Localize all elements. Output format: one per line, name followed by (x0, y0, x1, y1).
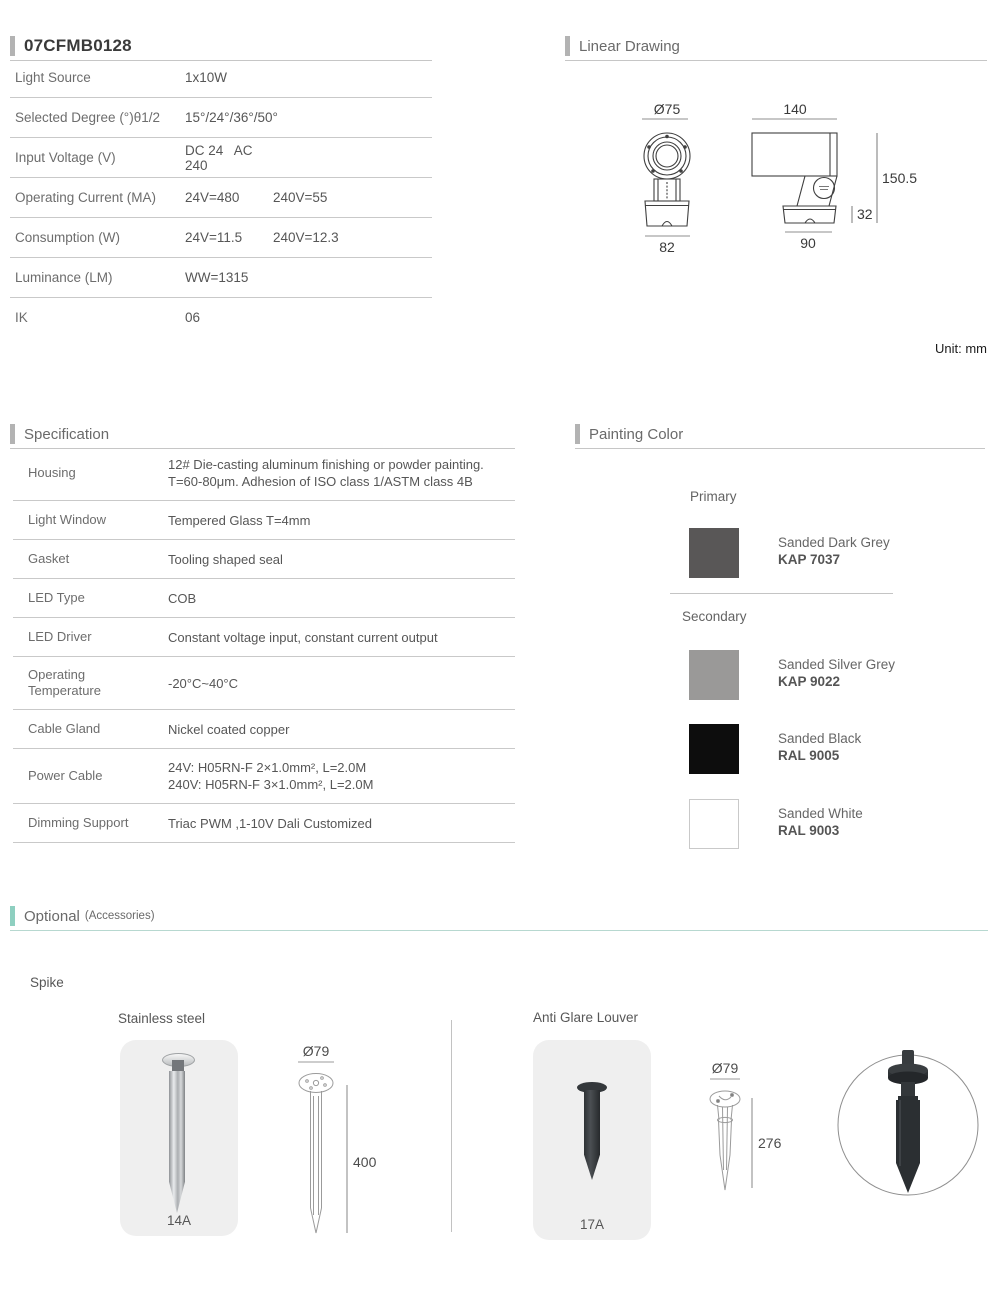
header-accent-bar (10, 906, 15, 926)
color-swatch (689, 799, 739, 849)
value-line-1: 24V: H05RN-F 2×1.0mm², L=2.0M (168, 760, 367, 775)
color-text (778, 650, 895, 700)
row-value: 15°/24°/36°/50° (185, 110, 278, 125)
row-value-2: 240V=55 (273, 190, 328, 205)
stainless-spike-drawing (280, 1040, 390, 1240)
black-spike-detail (888, 1050, 928, 1193)
spike-body (169, 1071, 185, 1213)
table-row (10, 98, 432, 138)
row-label: Consumption (W) (15, 230, 121, 245)
row-value: 1x10W (185, 70, 228, 85)
color-text (778, 799, 863, 849)
row-label: Input Voltage (V) (15, 150, 116, 165)
row-label: LED Driver (28, 629, 92, 644)
row-value-2: 240V=12.3 (273, 230, 339, 245)
row-value: Triac PWM ,1-10V Dali Customized (168, 815, 372, 831)
dim-front-base-width: 82 (659, 239, 675, 255)
dim-spike-diameter: Ø79 (302, 1043, 330, 1059)
color-name: Sanded Dark Grey (778, 535, 890, 550)
painting-color-header (575, 424, 985, 449)
row-value: Nickel coated copper (168, 721, 290, 737)
table-row (13, 540, 515, 579)
dim-side-base-height: 32 (857, 206, 873, 222)
row-label: Operating Current (MA) (15, 190, 157, 205)
table-row (13, 446, 515, 501)
product-code: 07CFMB0128 (24, 36, 132, 55)
row-value: DC 24 AC 240 (185, 142, 257, 173)
header-accent-bar (10, 424, 15, 444)
row-label: Selected Degree (°)θ1/2 (15, 110, 160, 125)
row-label: Power Cable (28, 768, 103, 783)
header-accent-bar (565, 36, 570, 56)
photo-tag: 17A (579, 1217, 605, 1232)
group-label: Spike (30, 975, 64, 990)
row-value: Tempered Glass T=4mm (168, 512, 311, 528)
section-subtitle: (Accessories) (84, 910, 155, 922)
color-swatch (689, 528, 739, 578)
color-name: Sanded Silver Grey (778, 657, 896, 672)
color-code: RAL 9003 (778, 823, 840, 838)
dim-spike-diameter: Ø79 (711, 1060, 739, 1076)
color-section-divider (670, 593, 893, 594)
row-value: WW=1315 (185, 270, 249, 285)
photo-tag: 14A (166, 1213, 192, 1228)
color-code: RAL 9005 (778, 748, 840, 763)
dim-side-total-height: 150.5 (882, 170, 918, 186)
row-value: COB (168, 590, 197, 606)
dim-front-diameter: Ø75 (653, 101, 681, 117)
louver-spike-drawing (690, 1050, 800, 1200)
column-divider (451, 1020, 452, 1232)
louver-heading: Anti Glare Louver (533, 1010, 639, 1025)
dim-side-width: 140 (783, 101, 807, 117)
row-label: LED Type (28, 590, 85, 605)
spike-stub (172, 1060, 184, 1072)
row-value: Tooling shaped seal (168, 551, 283, 567)
dim-spike-length: 276 (758, 1135, 782, 1151)
table-row (10, 218, 432, 258)
row-value: 06 (185, 310, 201, 325)
spike-body (584, 1090, 600, 1180)
table-row (13, 710, 515, 749)
value-line-1: 12# Die-casting aluminum finishing or powder painting. (168, 457, 484, 472)
dim-side-base-width: 90 (800, 235, 816, 251)
table-row (13, 579, 515, 618)
header-accent-bar (10, 36, 15, 56)
row-label: IK (15, 310, 28, 325)
linear-drawing-figure (600, 95, 1000, 270)
unit-note: Unit: mm (935, 341, 987, 356)
row-label: Light Source (15, 70, 91, 85)
table-row (10, 138, 432, 178)
row-label: Luminance (LM) (15, 270, 113, 285)
value-line-2: T=60-80μm. Adhesion of ISO class 1/ASTM class 4B (168, 474, 473, 489)
color-code: KAP 7037 (778, 552, 841, 567)
color-name: Sanded Black (778, 731, 862, 746)
color-row (689, 799, 863, 849)
row-label: Dimming Support (28, 815, 129, 830)
stainless-spike-photo (120, 1040, 238, 1236)
table-row (10, 178, 432, 218)
table-row (13, 749, 515, 804)
color-row (689, 724, 861, 774)
row-label: Operating Temperature (28, 667, 101, 698)
table-row (10, 258, 432, 298)
product-spec-table (10, 58, 432, 337)
row-value: Constant voltage input, constant current output (168, 629, 438, 645)
section-title: Linear Drawing (579, 37, 680, 55)
table-row (13, 618, 515, 657)
row-label: Cable Gland (28, 721, 101, 736)
color-name: Sanded White (778, 806, 863, 821)
color-row (689, 650, 895, 700)
primary-label: Primary (690, 489, 737, 504)
color-text (778, 528, 890, 578)
row-value (168, 759, 373, 793)
louver-spike-photo (533, 1040, 651, 1240)
table-row (10, 298, 432, 337)
stainless-heading: Stainless steel (118, 1011, 206, 1026)
color-code: KAP 9022 (778, 674, 841, 689)
table-row (13, 804, 515, 843)
color-row (689, 528, 890, 578)
color-swatch (689, 724, 739, 774)
header-accent-bar (575, 424, 580, 444)
table-row (10, 58, 432, 98)
row-label: Gasket (28, 551, 70, 566)
dim-spike-length: 400 (353, 1154, 377, 1170)
secondary-label: Secondary (682, 609, 747, 624)
row-value: 24V=11.5 (185, 230, 243, 245)
row-value: -20°C~40°C (168, 675, 239, 691)
color-swatch (689, 650, 739, 700)
row-label: Light Window (28, 512, 107, 527)
row-value (168, 456, 484, 490)
optional-header (10, 906, 988, 931)
value-line-2: 240V: H05RN-F 3×1.0mm², L=2.0M (168, 777, 374, 792)
row-label: Housing (28, 465, 76, 480)
linear-drawing-header (565, 36, 987, 61)
specification-table (13, 446, 515, 843)
table-row (13, 501, 515, 540)
section-title: Painting Color (589, 425, 684, 443)
spike-detail-circle (830, 1048, 990, 1208)
section-title: Specification (24, 425, 110, 443)
section-title: Optional (24, 907, 80, 925)
color-text (778, 724, 861, 774)
row-value: 24V=480 (185, 190, 240, 205)
table-row (13, 657, 515, 710)
